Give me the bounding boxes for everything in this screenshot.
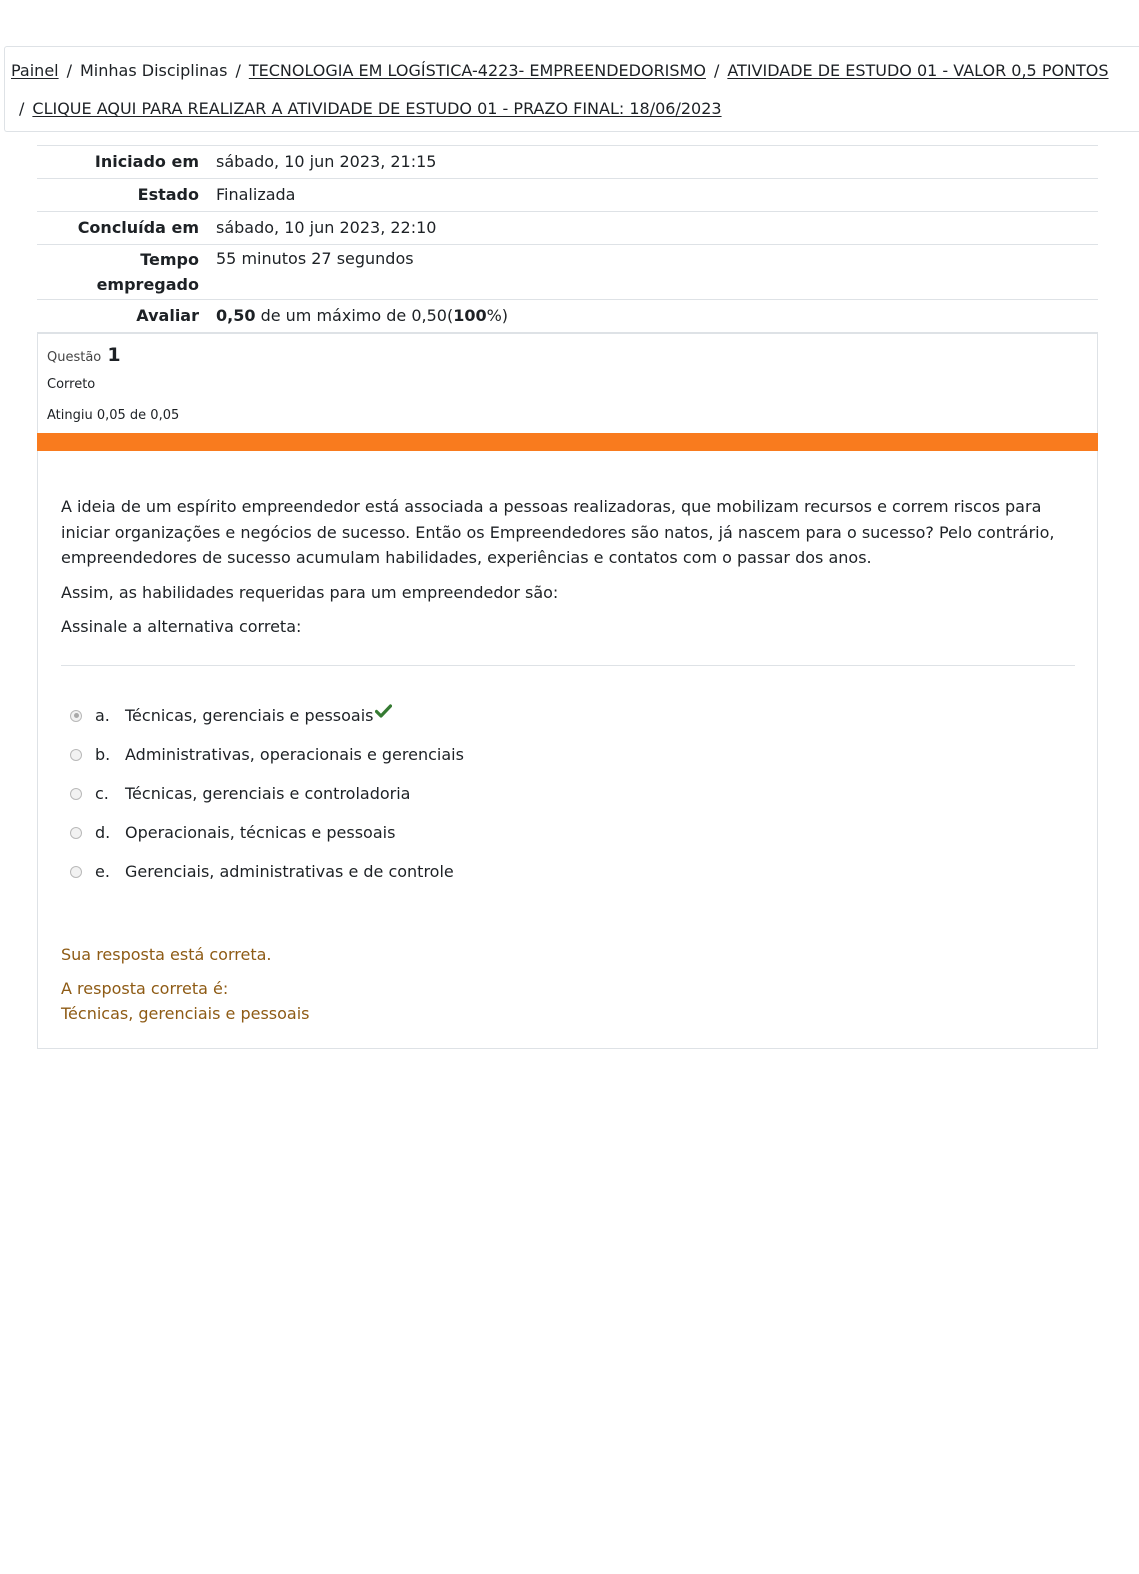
feedback-message: Sua resposta está correta. <box>61 945 272 964</box>
answer-option <box>70 852 464 891</box>
summary-label-line: empregado <box>96 275 199 294</box>
breadcrumb-painel-link[interactable]: Painel <box>11 61 59 80</box>
right-answer-text: Técnicas, gerenciais e pessoais <box>61 1004 310 1023</box>
breadcrumb-line <box>19 99 722 118</box>
question-label: Questão <box>47 350 102 365</box>
answer-option <box>70 774 464 813</box>
answer-option <box>70 735 464 774</box>
question-accent-bar <box>37 433 1098 451</box>
summary-label-line: Tempo <box>140 250 199 269</box>
radio-icon <box>70 710 82 722</box>
summary-row-completed <box>37 212 1098 245</box>
option-letter: c. <box>95 784 109 803</box>
option-text: Operacionais, técnicas e pessoais <box>125 823 396 842</box>
summary-row-started <box>37 146 1098 179</box>
question-card <box>37 333 1098 1049</box>
grade-score: 0,50 <box>216 306 256 325</box>
right-answer-label: A resposta correta é: <box>61 979 229 998</box>
question-text <box>61 494 1081 649</box>
answer-option <box>70 696 464 735</box>
summary-row-state <box>37 179 1098 212</box>
option-text: Técnicas, gerenciais e pessoais <box>125 706 374 725</box>
question-number <box>47 344 121 366</box>
radio-icon <box>70 827 82 839</box>
answer-option <box>70 813 464 852</box>
summary-label <box>37 245 199 299</box>
breadcrumb-minhas-disciplinas: Minhas Disciplinas <box>80 61 228 80</box>
summary-value: sábado, 10 jun 2023, 22:10 <box>216 218 437 237</box>
question-paragraph: Assim, as habilidades requeridas para um empreendedor são: <box>61 582 559 602</box>
summary-value: 55 minutos 27 segundos <box>216 249 414 268</box>
breadcrumb-activity-link[interactable]: ATIVIDADE DE ESTUDO 01 - VALOR 0,5 PONTOS <box>727 61 1109 80</box>
question-grade: Atingiu 0,05 de 0,05 <box>47 408 180 423</box>
option-text: Gerenciais, administrativas e de controle <box>125 862 454 881</box>
breadcrumb <box>4 46 1139 132</box>
breadcrumb-separator: / <box>235 61 241 80</box>
summary-value: Finalizada <box>216 185 296 204</box>
question-paragraph: Assinale a alternativa correta: <box>61 617 302 636</box>
radio-icon <box>70 866 82 878</box>
divider <box>61 665 1075 666</box>
attempt-summary-table <box>37 145 1098 333</box>
breadcrumb-separator: / <box>66 61 72 80</box>
option-text: Administrativas, operacionais e gerenciais <box>125 745 464 764</box>
breadcrumb-separator: / <box>19 99 25 118</box>
summary-label: Iniciado em <box>94 152 199 171</box>
breadcrumb-quiz-link[interactable]: CLIQUE AQUI PARA REALIZAR A ATIVIDADE DE ESTUDO 01 - PRAZO FINAL: 18/06/2023 <box>32 99 722 118</box>
summary-row-time <box>37 245 1098 300</box>
summary-row-grade <box>37 300 1098 333</box>
grade-text: de um máximo de 0,50( <box>255 306 454 325</box>
summary-label: Avaliar <box>136 306 199 325</box>
summary-label: Concluída em <box>77 218 199 237</box>
breadcrumb-course-link[interactable]: TECNOLOGIA EM LOGÍSTICA-4223- EMPREENDEDORISMO <box>248 61 706 80</box>
question-state: Correto <box>47 377 96 392</box>
option-letter: e. <box>95 862 110 881</box>
summary-value <box>199 300 508 332</box>
question-paragraph: A ideia de um espírito empreendedor está associada a pessoas realizadoras, que mobilizam recursos e correm riscos para iniciar organizações e negócios de sucesso. Então os Empreendedores são natos, já nascem para o sucesso? Pelo contrário, empreendedores de sucesso acumulam habilidades, experiências e contatos com o passar dos anos. <box>61 497 1055 567</box>
grade-percent: 100 <box>453 306 487 325</box>
option-letter: d. <box>95 823 111 842</box>
option-letter: b. <box>95 745 111 764</box>
question-number-value: 1 <box>107 344 121 366</box>
grade-text-end: %) <box>486 306 509 325</box>
summary-label: Estado <box>137 185 199 204</box>
question-feedback <box>61 942 310 1026</box>
answer-options <box>70 696 464 891</box>
radio-icon <box>70 749 82 761</box>
option-letter: a. <box>95 706 110 725</box>
option-text: Técnicas, gerenciais e controladoria <box>125 784 411 803</box>
radio-icon <box>70 788 82 800</box>
summary-value: sábado, 10 jun 2023, 21:15 <box>216 152 437 171</box>
check-icon <box>375 703 392 722</box>
breadcrumb-line <box>11 61 1109 80</box>
breadcrumb-separator: / <box>713 61 720 80</box>
